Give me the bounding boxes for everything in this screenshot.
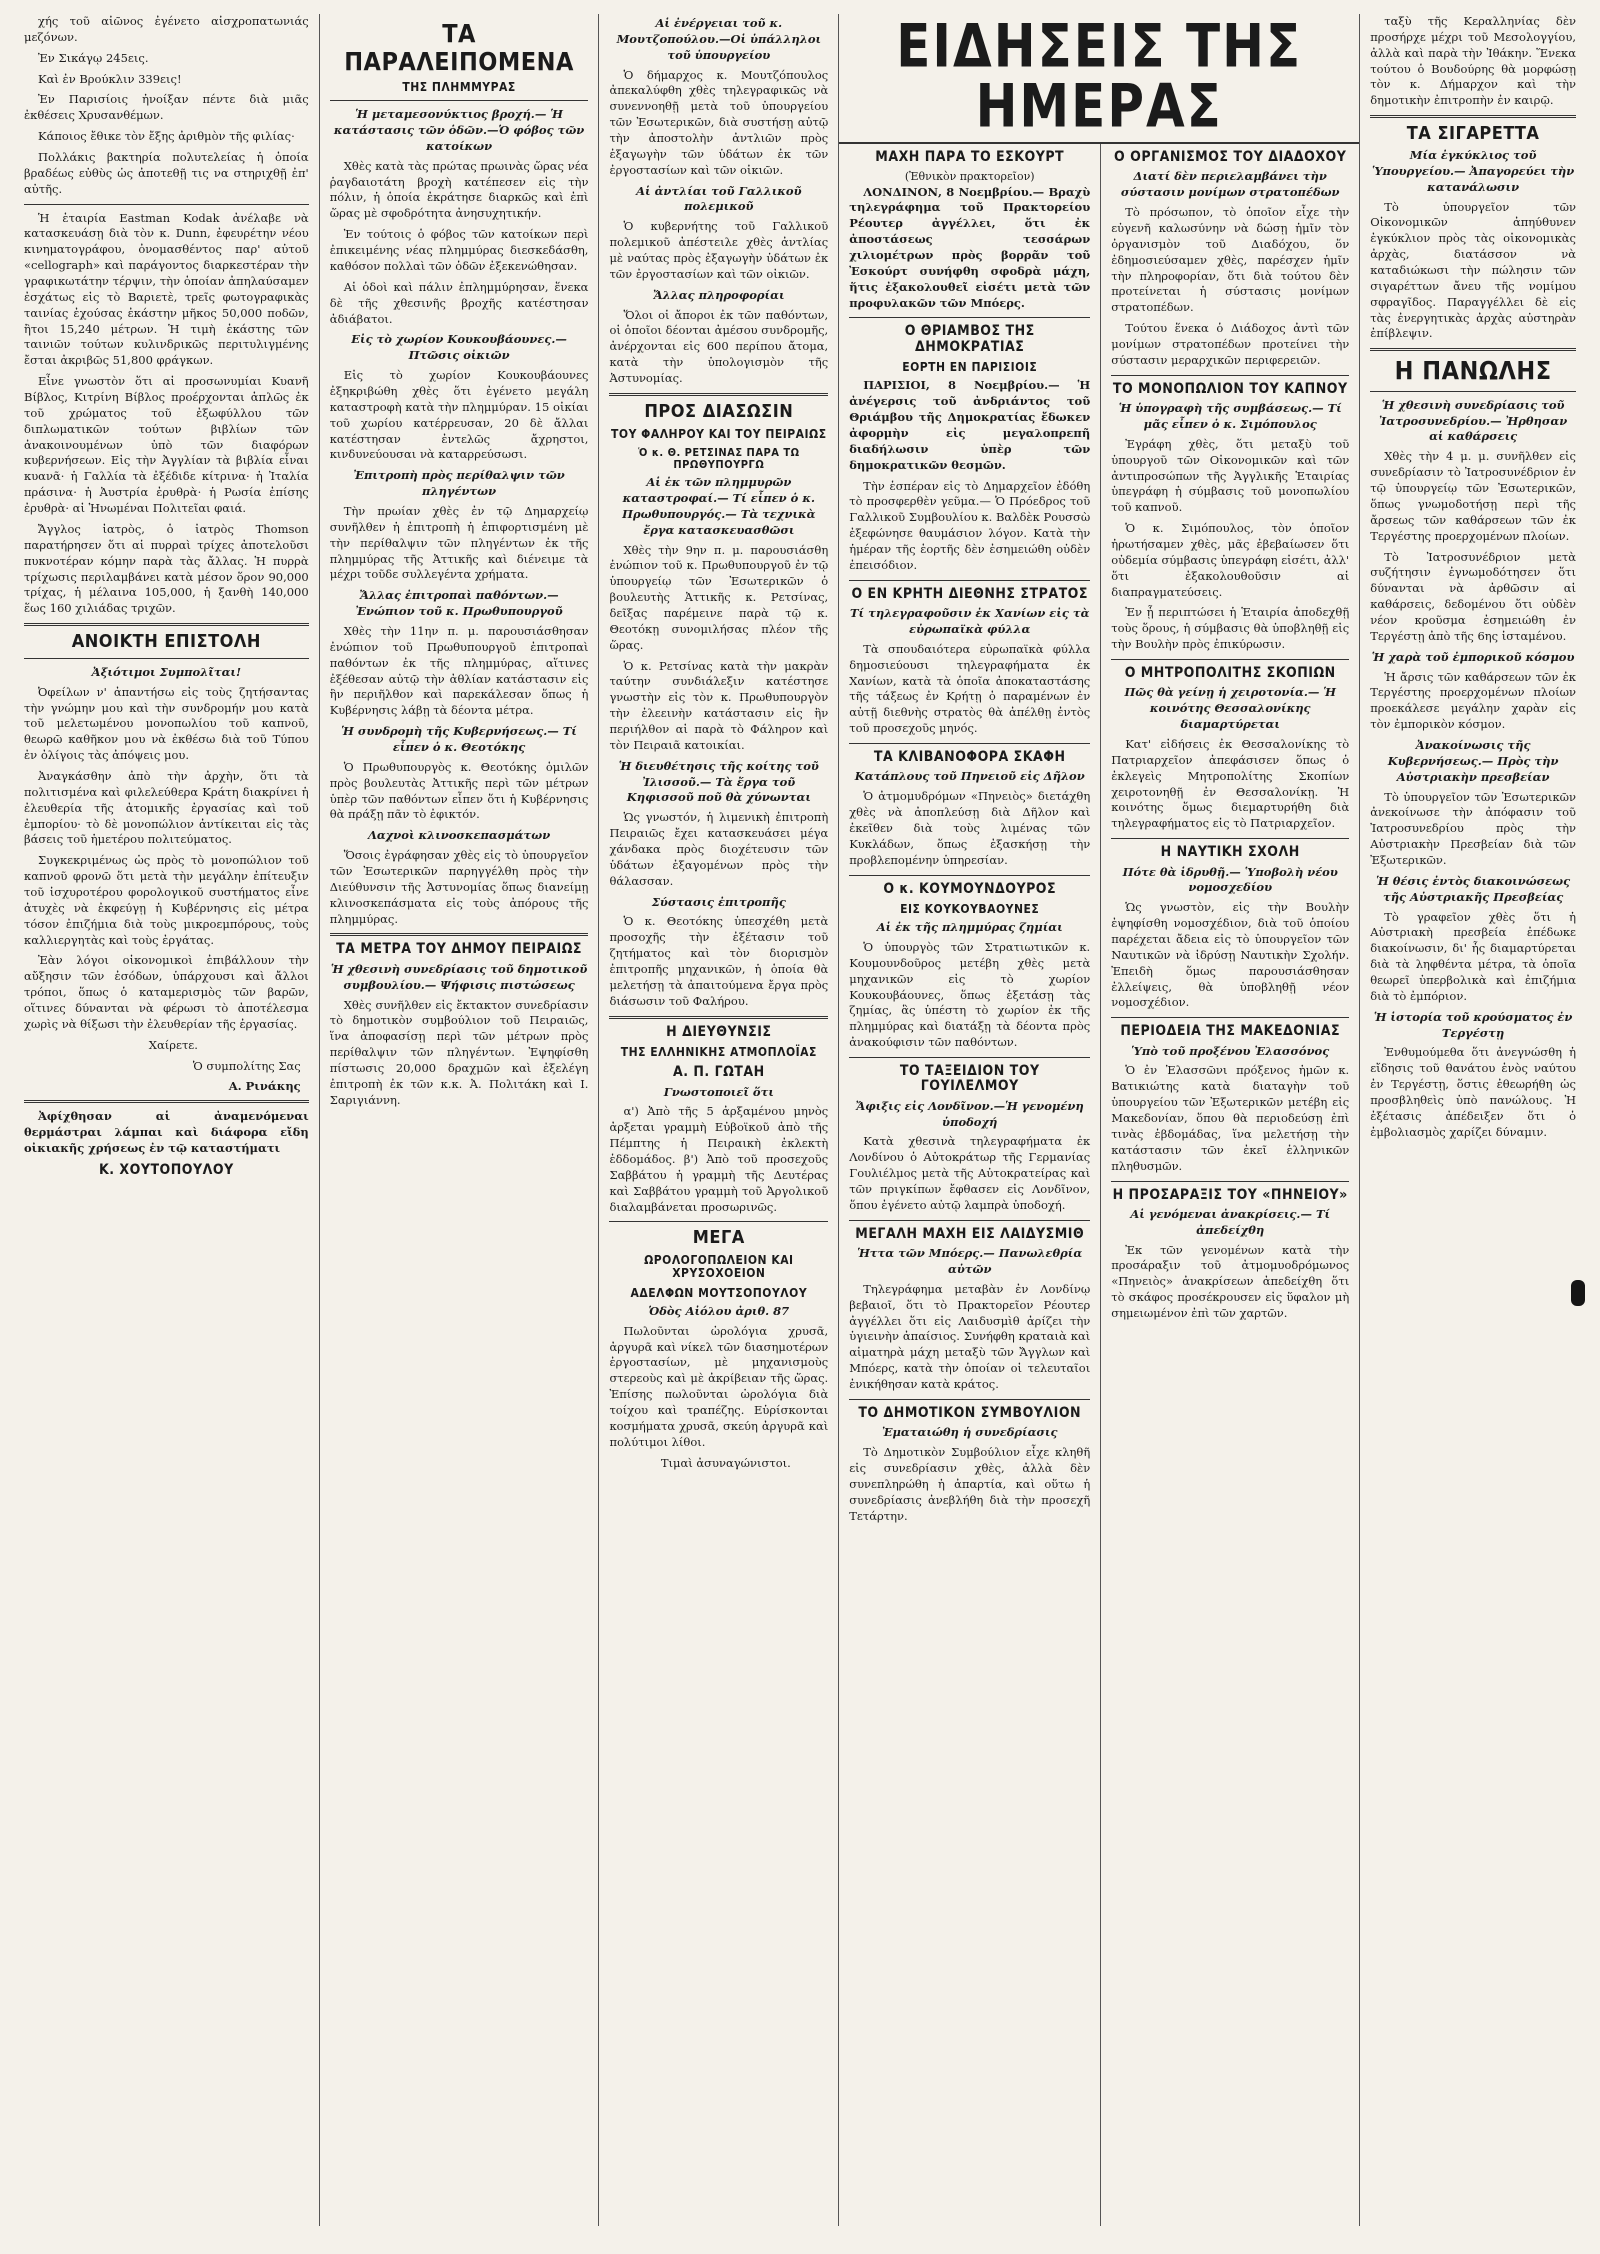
masthead-band <box>839 11 1359 144</box>
subheading: Ἡ χθεσινὴ συνεδρίασις τοῦ Ἰατροσυνεδρίου.— Ἠρθησαν αἱ καθάρσεις <box>1378 397 1568 444</box>
signature: Α. Ρινάκης <box>228 1078 301 1093</box>
subheading: Ἡ συνδρομὴ τῆς Κυβερνήσεως.— Τί εἶπεν ὁ κ. Θεοτόκης <box>341 724 577 754</box>
paragraph: Ἐκ τῶν γενομένων κατὰ τὴν προσάραξιν τοῦ ἀτμομυοδρόμωνος «Πηνειὸς» ἀνακρίσεων ἀπεδείχθη ὅτι τὸ σκάφος προσέκρουσεν εἰς ὕφαλον μὴ σημειωμένον ἐπὶ τῶν χαρτῶν. <box>1111 1242 1350 1321</box>
divider <box>1111 375 1349 376</box>
paragraph: Τούτου ἕνεκα ὁ Διάδοχος ἀντὶ τῶν μονίμων στρατοπέδων προτείνει τὴν σύστασιν μεραρχικῶν περιφερειῶν. <box>1111 321 1350 367</box>
subheading: Αἱ ἐνέργειαι τοῦ κ. Μουτζοπούλου.—Οἱ ὑπάλληλοι τοῦ ὑπουργείου <box>616 16 822 62</box>
paragraph: Ὁ ἀτμομυδρόμων «Πηνειὸς» διετάχθη χθὲς νὰ ἀποπλεύσῃ διὰ Δῆλον καὶ ἐκεῖθεν διὰ τοὺς λιμένας τῶν Κυκλάδων, ὅπως ἐξασκήσῃ τὴν προβλεπομένην ὑπηρεσίαν. <box>849 789 1091 867</box>
paragraph: Ἐν τούτοις ὁ φόβος τῶν κατοίκων περὶ ἐπικειμένης νέας πλημμύρας διεσκεδάσθη, καθόσον πολλαὶ τῶν ὁδῶν ἐξεκενώθησαν. <box>329 227 589 273</box>
paragraph: Ὁ δήμαρχος κ. Μουτζόπουλος ἀπεκαλύφθη χθὲς τηλεγραφικῶς νὰ συνεννοηθῇ μετὰ τοῦ ὑπουργείου τῶν Ἐσωτερικῶν, διὰ συστήσῃ αὐτῷ τὴν ἀποστολὴν ἀντλιῶν πρὸς ἐξαγωγὴν τῶν ὑδάτων ἐκ τῶν ἐργοστασίων καὶ τῶν οἰκιῶν. <box>609 67 829 177</box>
subheading: Αἱ ἐκ τῶν πλημμυρῶν καταστροφαί.— Τί εἶπεν ὁ κ. Πρωθυπουργός.— Τὰ τεχνικὰ ἔργα κατασκευασθῶσι <box>622 475 816 537</box>
subheading: Ἄλλας πληροφορίαι <box>653 287 785 302</box>
article-headline: ΜΑΧΗ ΠΑΡΑ ΤΟ ΕΣΚΟΥΡΤ <box>875 149 1065 165</box>
article-headline: Η ΝΑΥΤΙΚΗ ΣΧΟΛΗ <box>1160 844 1300 861</box>
paragraph: Ἀναγκάσθην ἀπὸ τὴν ἀρχὴν, ὅτι τὰ πολιτισμένα καὶ φιλελεύθερα Κράτη διακρίνει ἡ ἐλευθερία τῆς ἀτομικῆς ἐργασίας καὶ τοῦ ἐμπορίου· τὸ δὲ μονοπώλιον ἀντίκειται εἰς τὰς βάσεις τοῦ ἡμετέρου πολιτεύματος. <box>24 769 309 847</box>
paragraph: Χθὲς τὴν 9ην π. μ. παρουσιάσθη ἐνώπιον τοῦ κ. Πρωθυπουργοῦ ἐν τῷ ὑπουργείῳ τῶν Ἐσωτερικῶν ὁ βουλευτὴς Ἀττικῆς κ. Ρετσίνας, δεῖξας παρέμεινε παρὰ τῷ κ. Θεοτόκῃ συνομιλήσας πλέον τῆς ὥρας. <box>609 542 829 652</box>
subheading: Κατάπλους τοῦ Πηνειοῦ εἰς Δῆλον <box>854 769 1085 784</box>
paragraph: Ἐν Παρισίοις ἠνοίξαν πέντε διὰ μιᾶς ἐκθέσεις Χρυσανθέμων. <box>24 92 309 123</box>
paragraph: Ὁ κ. Θεοτόκης ὑπεσχέθη μετὰ προσοχῆς τὴν ἐξέτασιν τοῦ ζητήματος καὶ τὸν διορισμὸν ἐπιτροπῆς μηχανικῶν, ἡ ὁποία θὰ μελετήσῃ τὰ ἀπαιτούμενα ἔργα πρὸς διάσωσιν τοῦ Φαλήρου. <box>609 914 829 1008</box>
paragraph: Κάποιος ἔθικε τὸν ἔξης ἀριθμὸν τῆς φιλίας· <box>38 129 295 144</box>
divider <box>1111 1017 1349 1018</box>
advertisement-text: α') Ἀπὸ τῆς 5 ἀρξαμένου μηνὸς ἀρξεται γραμμὴ Εὐβοϊκοῦ ἀπὸ τῆς Πέμπτης ἡ Πειραικὴ ἐκλεκτὴ ἑδδομάδος. β') Ἀπὸ τοῦ προσεχοῦς Σαββάτου ἡ γραμμὴ τῆς Δευτέρας καὶ Σαββάτου γραμμὴ τοῦ Ἀργολικοῦ διαλαμβάνεται προσωρινῶς. <box>609 1104 829 1214</box>
subheading: Ἐπιτροπὴ πρὸς περίθαλψιν τῶν πληγέντων <box>353 468 565 499</box>
column-2 <box>320 14 600 2226</box>
divider <box>609 1221 828 1222</box>
paragraph: Τὸ Ἰατροσυνέδριον μετὰ συζήτησιν ἐγνωμοδότησεν ὅτι δύνανται νὰ ἀρθῶσιν αἱ καθάρσεις, δεδομένου ὅτι οὐδὲν νέον κροῦσμα ἐσημειώθη ἐν Τεργέστῃ ἀπὸ τῆς 6ης ἰσταμένου. <box>1370 549 1576 643</box>
subheading: Ἡ θέσις ἐντὸς διακοινώσεως τῆς Αὐστριακῆς Πρεσβείας <box>1376 873 1571 904</box>
article-headline: ΠΡΟΣ ΔΙΑΣΩΣΙΝ <box>644 400 794 422</box>
advertisement-headline-2: ΩΡΟΛΟΓΟΠΩΛΕΙΟΝ ΚΑΙ ΧΡΥΣΟΧΟΕΙΟΝ <box>644 1253 794 1281</box>
article-headline: ΤΑ ΚΛΙΒΑΝΟΦΟΡΑ ΣΚΑΦΗ <box>873 748 1066 765</box>
subheading: Ἄλλας ἐπιτροπαὶ παθόντων.— Ἐνώπιον τοῦ κ. Πρωθυπουργοῦ <box>355 588 563 619</box>
subheading: Αἱ γενόμεναι ἀνακρίσεις.— Τί ἀπεδείχθη <box>1130 1206 1331 1237</box>
paragraph: Τὰ σπουδαιότερα εὐρωπαϊκὰ φύλλα δημοσιεύουσι τηλεγραφήματα ἐκ Χανίων, κατὰ τὰ ὁποῖα ἀποκαταστάσης τῆς τάξεως ἐν Κρήτῃ ὁ παραμένων ἐν αὐτῇ διεθνὴς στρατὸς θὰ ἀπέλθῃ ἐντὸς τοῦ προσεχοῦς μηνός. <box>849 641 1091 736</box>
signature-prefix: Ὁ συμπολίτης Σας <box>192 1058 301 1073</box>
paragraph: Ἄγγλος ἰατρὸς, ὁ ἰατρὸς Thomson παρατήρησεν ὅτι αἱ πυρραὶ τρίχες ἀποτελοῦσι πυκνοτέραν κόμην παρὰ τὰς ἄλλας. Ἡ πυρρὰ τρίχωσις περιλαμβάνει κατὰ μέσον ὅρον 90,000 τρίχας, ἡ μέλαινα 105,000, ἡ ξανθὴ 140,000 ἕως 160 χιλιάδας τριχῶν. <box>24 521 309 616</box>
paragraph: Χθὲς τὴν 11ην π. μ. παρουσιάσθησαν ἐνώπιον τοῦ Πρωθυπουργοῦ ἐπιτροπαὶ παθόντων ἐκ τῆς πλημμύρας, αἵτινες ἐξέθεσαν αὐτῷ τὴν ἀθλίαν κατάστασιν εἰς ἣν περιῆλθον καὶ παρεκάλεσαν ὅπως ἡ Κυβέρνησις λάβῃ τὰ δέοντα μέτρα. <box>329 623 589 718</box>
article-headline: ΤΟ ΔΗΜΟΤΙΚΟΝ ΣΥΜΒΟΥΛΙΟΝ <box>858 1404 1082 1421</box>
paragraph: Ὡς γνωστόν, ἡ λιμενικὴ ἐπιτροπὴ Πειραιῶς ἔχει κατασκευάσει μέγα χάνδακα πρὸς διοχέτευσιν τῶν ὑδάτων ἐξαγομένων πρὸς τὴν θάλασσαν. <box>609 810 829 888</box>
paragraph: Ἡ ἑταιρία Eastman Kodak ἀνέλαβε νὰ κατασκευάσῃ διὰ τὸν κ. Dunn, ἐφευρέτην νέου κινηματογράφου, ὀνομασθέντος παρ' αὐτοῦ «cellograph» καὶ παράγοντος διαρκεστέραν τὴν γραφικωτάτην τέρψιν, τὴν ὁποίαν ἀπηλαύσαμεν ἐσχάτως εἰς τὸ Βαριετὲ, τρεῖς φωτογραφικὰς ταινίας ἐχούσας ἐκάστην μῆκος 50,000 ποδῶν, ἢτοι 15,240 μέτρων. Ἡ τιμὴ ἑκάστης τῶν ταινιῶν τούτων κυλινδρικῶς περιτυλιγμένης ἔσται ἀκριβῶς 51,800 φράγκων. <box>24 210 309 368</box>
subheading: Σύστασις ἐπιτροπῆς <box>651 894 786 909</box>
paragraph: Τὸ γραφεῖον χθὲς ὅτι ἡ Αὐστριακὴ πρεσβεία ἐπέδωκε διακοίνωσιν, δι' ἧς διαμαρτύρεται διὰ τὰ ληφθέντα μέτρα, τὰ ὁποῖα θεωρεῖ ὑπερβολικὰ καὶ ἐπιζήμια διὰ τὸ ἐμπόριον. <box>1370 909 1576 1003</box>
paragraph: Ὅλοι οἱ ἄποροι ἐκ τῶν παθόντων, οἱ ὁποῖοι δέονται ἀμέσου συνδρομῆς, ἀνέρχονται εἰς 600 περίπου ἄτομα, κατὰ τὴν ὑπολογισμὸν τῆς Ἀστυνομίας. <box>609 307 829 386</box>
paragraph: Ἐὰν λόγοι οἰκονομικοὶ ἐπιβάλλουν τὴν αὔξησιν τῶν ἐσόδων, ὑπάρχουσι καὶ ἄλλοι τρόποι, ὅπως ὁ καταμερισμὸς τῶν βαρῶν, οἵτινες δύνανται νὰ φέρωσι τὸ ἀποτέλεσμα χωρὶς νὰ θίξωσι τὴν ἐλευθερίαν τῆς ἐργασίας. <box>24 953 309 1031</box>
paragraph: Τὸ Δημοτικὸν Συμβούλιον εἶχε κληθῆ εἰς συνεδρίασιν χθὲς, ἀλλὰ δὲν συνεπληρώθη ἡ ἀπαρτία, καὶ οὕτω ἡ συνεδρίασις ἀνεβλήθη διὰ τὴν προσεχῆ Τετάρτην. <box>849 1445 1091 1523</box>
subheading: Μία ἐγκύκλιος τοῦ Ὑπουργείου.— Ἀπαγορεύει τὴν κατανάλωσιν <box>1371 147 1575 194</box>
divider <box>24 658 309 659</box>
news-columns <box>839 144 1359 2226</box>
paragraph: Αἱ ὁδοὶ καὶ πάλιν ἐπλημμύρησαν, ἕνεκα δὲ τῆς χθεσινῆς βροχῆς κατέστησαν ἀδιάβατοι. <box>329 279 589 326</box>
column-4 <box>839 144 1101 2226</box>
divider <box>849 1399 1090 1400</box>
paragraph: Τὸ ὑπουργεῖον τῶν Ἐσωτερικῶν ἀνεκοίνωσε τὴν ἀπόφασιν τοῦ Ἰατροσυνεδρίου πρὸς τὴν Αὐστριακὴν Πρεσβείαν διὰ τῶν Ἐξωτερικῶν. <box>1370 789 1576 867</box>
subheading: Εἰς τὸ χωρίον Κουκουβάουνες.—Πτῶσις οἰκιῶν <box>351 332 567 363</box>
paragraph: Ὁ κυβερνήτης τοῦ Γαλλικοῦ πολεμικοῦ ἀπέστειλε χθὲς ἀντλίας μὲ ναύτας πρὸς ἐξαγωγὴν ὑδάτων ἐκ τῶν ἐργοστασίων καὶ τῶν οἰκιῶν. <box>609 219 829 281</box>
subheading: Πῶς θὰ γείνῃ ἡ χειροτονία.— Ἡ κοινότης Θεσσαλονίκης διαμαρτύρεται <box>1124 685 1336 732</box>
article-subtitle: Ὁ κ. Θ. ΡΕΤΣΙΝΑΣ ΠΑΡΑ ΤΩ ΠΡΩΘΥΠΟΥΡΓΩ <box>638 445 800 471</box>
paragraph: Ὅσοις ἐγράφησαν χθὲς εἰς τὸ ὑπουργεῖον τῶν Ἐσωτερικῶν παρηγγέλθη πρὸς τὴν Διεύθυνσιν τῆς Ἀστυνομίας ὅπως διανείμῃ κλινοσκεπάσματα εἰς τοὺς ἀπόρους τῆς πλημμύρας. <box>329 848 589 926</box>
article-headline: ΤΟ ΜΟΝΟΠΩΛΙΟΝ ΤΟΥ ΚΑΠΝΟΥ <box>1112 380 1348 397</box>
news-section <box>839 11 1360 2226</box>
article-headline: Ο ΟΡΓΑΝΙΣΜΟΣ ΤΟΥ ΔΙΑΔΟΧΟΥ <box>1114 149 1347 165</box>
letter-greeting: Ἀξιότιμοι Συμπολῖται! <box>91 664 242 679</box>
subheading: Αἱ ἐκ τῆς πλημμύρας ζημίαι <box>876 920 1063 935</box>
paragraph: Καὶ ἐν Βρούκλιν 339εις! <box>38 71 182 86</box>
article-headline: Ο ΜΗΤΡΟΠΟΛΙΤΗΣ ΣΚΟΠΙΩΝ <box>1124 664 1336 681</box>
advertisement-text: Πωλοῦνται ὡρολόγια χρυσᾶ, ἀργυρᾶ καὶ νίκελ τῶν διασημοτέρων ἐργοστασίων, μὲ μηχανισμοὺς στερεοὺς καὶ μὲ ἀκρίβειαν τῆς ὥρας. Ἐπίσης πωλοῦνται ὡρολόγια διὰ τοίχου καὶ τραπέζης. Εὑρίσκονται κοσμήματα χρυσᾶ, σκεύη ἀργυρᾶ καὶ πολύτιμοι λίθοι. <box>609 1323 829 1449</box>
article-headline: Ο κ. ΚΟΥΜΟΥΝΔΟΥΡΟΣ <box>883 880 1057 897</box>
divider <box>330 100 589 101</box>
paragraph: ΛΟΝΔΙΝΟΝ, 8 Νοεμβρίου.— Βραχὺ τηλεγράφημα τοῦ Πρακτορείου Ρέουτερ ἀγγέλλει, ὅτι ἐκ ἀποστάσεως τεσσάρων χιλιομέτρων πρὸς βορρᾶν τοῦ Ἐσκούρτ συνήφθη σφοδρὰ μάχη, ἥτις ἐξακολουθεῖ εἰσέτι μετὰ τῶν προφυλακῶν τῶν Μπόερς. <box>849 184 1091 310</box>
paragraph: Ἐν Σικάγῳ 245εις. <box>38 50 149 65</box>
paragraph: Ὡς γνωστὸν, εἰς τὴν Βουλὴν ἐψηφίσθη νομοσχέδιον, διὰ τοῦ ὁποίου παρέχεται ἄδεια εἰς τὸ ὑπουργεῖον τῶν Ναυτικῶν νὰ ἱδρύσῃ Ναυτικὴν Σχολήν. Ἐπειδὴ ὅμως παρουσιάσθησαν ἐλλείψεις, θὰ ὑποβληθῇ νέον νομοσχέδιον. <box>1111 900 1350 1010</box>
paragraph: ταξὺ τῆς Κεραλληνίας δὲν προσήρχε μέχρι τοῦ Μεσολογγίου, ἀλλὰ καὶ παρὰ τὴν Ἰθάκην. Ἕνεκα τούτου ὁ Βουδούρης θὰ μορφώσῃ τὸν κ. Δήμαρχον καὶ τὴν δημοτικὴν ἐπιτροπὴν ἐν καιρῷ. <box>1370 14 1576 108</box>
paragraph: Τηλεγράφημα μεταβὰν ἐν Λονδίνῳ βεβαιοῖ, ὅτι τὸ Πρακτορεῖον Ρέουτερ ἀγγέλλει ὅτι εἰς Λαιδυσμὶθ ἀρίζει τὴν ὑγιεινὴν ἀπαίσιος. Συνήφθη κραταιὰ καὶ αἱματηρὰ μάχη μεταξὺ τῶν Ἄγγλων καὶ Μπόερς, κατὰ τὴν ὁποίαν οἱ τελευταῖοι ἐνικήθησαν κατὰ κράτος. <box>849 1281 1091 1392</box>
subheading: Ὑπὸ τοῦ προξένου Ἐλασσόνος <box>1131 1043 1330 1058</box>
paragraph: Εἶνε γνωστὸν ὅτι αἱ προσωνυμίαι Κυανῆ Βίβλος, Κιτρίνη Βίβλος προέρχονται ἁπλῶς ἐκ τοῦ χρώματος τοῦ ἐξωφύλλου τῶν διπλωματικῶν τούτων βιβλίων τῶν ἀνακοινουμένων ὑπὸ τῶν διαφόρων κυβερνήσεων. Εἰς τὴν Ἀγγλίαν τὰ βιβλία εἶναι κυανᾶ· ἡ Γαλλία τὰ ἐξέδιδε κίτρινα· ἡ Ἰταλία πράσινα· ἡ Ἀυστρία ἐρυθρὰ· ἡ Ρωσία ἐπίσης ἐρυθρὰ· αἱ Ἡνωμέναι Πολιτεῖαι φαιά. <box>24 374 309 516</box>
paragraph: Τὸ πρόσωπον, τὸ ὁποῖον εἶχε τὴν εὐγενῆ καλωσύνην νὰ δώσῃ ἡμῖν τὸν ὀργανισμὸν τοῦ Διαδόχου, ὅν ἐδημοσιεύσαμεν χθὲς, παρέσχεν ἡμῖν τὴν πληροφορίαν, ὅτι διὰ τούτου δὲν προτείνεται ἡ σύστασις μονίμων στρατοπέδων. <box>1111 205 1350 315</box>
subheading: Ἐματαιώθη ἡ συνεδρίασις <box>881 1425 1058 1440</box>
paragraph: Εἰς τὸ χωρίον Κουκουβάουνες ἐξηκριβώθη χθὲς ὅτι ἐγένετο μεγάλη καταστροφὴ κατὰ τὴν πλημμύραν. 15 οἰκίαι τοῦ χωρίου κατέρρευσαν, 20 δὲ ἄλλαι κατέστησαν ἐντελῶς ἄχρηστοι, κινδυνεύουσαι νὰ καταρρεύσωσι. <box>329 368 589 462</box>
divider <box>1111 838 1349 839</box>
article-headline: ΠΕΡΙΟΔΕΙΑ ΤΗΣ ΜΑΚΕΔΟΝΙΑΣ <box>1120 1023 1341 1040</box>
paragraph: Ὀφείλων ν' ἀπαντήσω εἰς τοὺς ζητήσαντας τὴν γνώμην μου καὶ τὴν συνδρομήν μου κατὰ τοῦ μελετωμένου μονοπωλίου τοῦ καπνοῦ, θεωρῶ καθῆκον μου νὰ ἐκθέσω διὰ τοῦ Τύπου ἐν ὀλίγοις τὰς ἀπόψεις μου. <box>24 684 309 763</box>
divider <box>609 393 828 396</box>
divider <box>609 1016 828 1019</box>
divider <box>849 1057 1090 1058</box>
article-headline: ΑΝΟΙΚΤΗ ΕΠΙΣΤΟΛΗ <box>71 631 261 653</box>
advertisement-footer: Τιμαὶ ἀσυναγώνιστοι. <box>660 1455 791 1470</box>
paragraph: Συγκεκριμένως ὡς πρὸς τὸ μονοπώλιον τοῦ καπνοῦ φρονῶ ὅτι μετὰ τὴν μεγάλην ἐπίτευξιν τοῦ ἰσχυροτέρου φορολογικοῦ συστήματος εἶνε ἀτυχὲς νὰ ἐκφεύγῃ ἡ Κυβέρνησις εἰς μέτρα τόσον ἐπιζήμια διὰ τοὺς μικροεμπόρους, τοὺς καλλιεργητὰς καὶ τοὺς ἐργάτας. <box>24 853 309 947</box>
article-headline: Ο ΕΝ ΚΡΗΤΗ ΔΙΕΘΝΗΣ ΣΤΡΑΤΟΣ <box>851 585 1088 602</box>
subheading: Ἀνακοίνωσις τῆς Κυβερνήσεως.— Πρὸς τὴν Αὐστριακὴν πρεσβείαν <box>1387 737 1559 784</box>
subheading: Τί τηλεγραφοῦσιν ἐκ Χανίων εἰς τὰ εὐρωπαϊκὰ φύλλα <box>849 606 1090 636</box>
article-headline-2: ΕΟΡΤΗ ΕΝ ΠΑΡΙΣΙΟΙΣ <box>902 360 1038 375</box>
paragraph: Ἡ ἄρσις τῶν καθάρσεων τῶν ἐκ Τεργέστης προερχομένων πλοίων προεκάλεσε μεγάλην χαρὰν εἰς τὸν ἐμπορικὸν κόσμον. <box>1370 669 1576 732</box>
subheading: Ἡττα τῶν Μπόερς.— Πανωλεθρία αὐτῶν <box>857 1246 1083 1277</box>
paragraph: Τὸ ὑπουργεῖον τῶν Οἰκονομικῶν ἀπηύθυνεν ἐγκύκλιον πρὸς τὰς οἰκονομικὰς ἀρχὰς, διατάσσον νὰ καταδιώκωσι τὴν πώλησιν τῶν σιγαρέττων ἄνευ τῆς νομίμου σφραγῖδος. Παραγγέλλει δὲ εἰς τὰς ἐνεργητικὰς ἀρχὰς αὐστηρὰν ἐπίβλεψιν. <box>1370 199 1576 341</box>
subheading: Ἡ μεταμεσονύκτιος βροχή.— Ἡ κατάστασις τῶν ὁδῶν.—Ὁ φόβος τῶν κατοίκων <box>333 107 585 153</box>
article-headline: ΜΕΓΑΛΗ ΜΑΧΗ ΕΙΣ ΛΑΙΔΥΣΜΙΘ <box>855 1225 1085 1242</box>
divider <box>849 743 1090 744</box>
paragraph: Ὁ κ. Ρετσίνας κατὰ τὴν μακρὰν ταύτην συνδιάλεξιν κατέστησε γνωστὴν εἰς τὸν κ. Πρωθυπουργὸν τὴν ἐλεεινὴν κατάστασιν εἰς ἣν περιήλθον αἱ παρὰ τὸ Φάληρον καὶ τὸν Πειραιᾶ κατοικίαι. <box>609 658 829 752</box>
paragraph: Χαίρετε. <box>148 1037 198 1052</box>
article-headline: ΤΑ ΣΙΓΑΡΕΤΤΑ <box>1406 123 1540 145</box>
divider <box>1370 348 1576 351</box>
paragraph: Ὁ ἐν Ἐλασσῶνι πρόξενος ἡμῶν κ. Βατικιώτης κατὰ διαταγὴν τοῦ ὑπουργείου τῶν Ἐξωτερικῶν μετέβη εἰς Μακεδονίαν, ὅπου θὰ περιοδεύσῃ ἐπὶ τινὰς ἑβδομάδας, ἵνα μελετήσῃ τὴν κατάστασιν τῶν ἐκεῖ ἑλληνικῶν πληθυσμῶν. <box>1111 1063 1350 1173</box>
advertisement-headline: ΜΕΓΑ <box>692 1227 745 1249</box>
subheading: Ἡ χθεσινὴ συνεδρίασις τοῦ δημοτικοῦ συμβουλίου.— Ψήφισις πιστώσεως <box>330 961 588 992</box>
subheading: Ἡ ἱστορία τοῦ κρούσματος ἐν Τεργέστῃ <box>1373 1009 1573 1040</box>
subheading: Διατί δὲν περιελαμβάνει τὴν σύστασιν μονίμων στρατοπέδων <box>1120 169 1340 200</box>
article-headline: Η ΠΑΝΩΛΗΣ <box>1394 356 1552 386</box>
column-6 <box>1360 14 1586 2226</box>
paragraph: Ὁ ὑπουργὸς τῶν Στρατιωτικῶν κ. Κουμουνδοῦρος μετέβη χθὲς μετὰ μηχανικῶν εἰς τὸ χωρίον Κουκουβάουνες, ὅπως ἐξετάσῃ τὰς ζημίας, ἃς ὑπέστη τὸ χωρίον ἐκ τῆς πλημμύρας καὶ διατάξῃ τὰ δέοντα πρὸς ἀνακούφισιν τῶν παθόντων. <box>849 939 1091 1050</box>
article-headline-2: ΤΗΣ ΠΛΗΜΜΥΡΑΣ <box>402 80 516 94</box>
divider <box>1370 115 1576 118</box>
paragraph: Ἐγράφη χθὲς, ὅτι μεταξὺ τοῦ ὑπουργοῦ τῶν Οἰκονομικῶν καὶ τῶν ἀντιπροσώπων τῆς Ἀγγλικῆς Ἑταιρίας ὑπεγράφη ἡ σύμβασις τοῦ μονοπωλίου τοῦ καπνοῦ. <box>1111 436 1350 515</box>
paragraph: χής τοῦ αἰῶνος ἐγένετο αἰσχροπατωνιάς μεζόνων. <box>24 14 309 44</box>
masthead-title: ΕΙΔΗΣΕΙΣ ΤΗΣ ΗΜΕΡΑΣ <box>896 11 1303 141</box>
paragraph: Ὁ κ. Σιμόπουλος, τὸν ὁποῖον ἠρωτήσαμεν χθὲς, μᾶς ἐβεβαίωσεν ὅτι οὐδεμία σύμβασις ὑπεγράφη εἰσέτι, ἀλλ' ὅτι ἐξακολουθοῦσιν αἱ διαπραγματεύσεις. <box>1111 521 1350 599</box>
article-headline-2: ΕΙΣ ΚΟΥΚΟΥΒΑΟΥΝΕΣ <box>900 901 1040 916</box>
subheading: Αἱ ἀντλίαι τοῦ Γαλλικοῦ πολεμικοῦ <box>636 183 802 214</box>
article-headline: Η ΠΡΟΣΑΡΑΞΙΣ ΤΟΥ «ΠΗΝΕΙΟΥ» <box>1112 1186 1348 1203</box>
article-headline: ΤΑ ΜΕΤΡΑ ΤΟΥ ΔΗΜΟΥ ΠΕΙΡΑΙΩΣ <box>336 941 583 958</box>
column-3 <box>599 14 839 2226</box>
article-headline: ΤΑ ΠΑΡΑΛΕΙΠΟΜΕΝΑ <box>344 19 574 76</box>
paragraph: Τὴν ἑσπέραν εἰς τὸ Δημαρχεῖον ἐδόθη τὸ προσφερθὲν γεῦμα.— Ὁ Πρόεδρος τοῦ Γαλλικοῦ Συμβουλίου κ. Βαλδὲκ Ρουσσὼ ἐξεφώνησε θαυμάσιον λόγον. Κατὰ τὴν ἡμέραν τῆς ἑορτῆς δὲν ἐσημειώθη οὐδὲν ἐπεισόδιον. <box>849 478 1091 572</box>
divider <box>24 204 309 205</box>
subheading: Λαχνοὶ κλινοσκεπασμάτων <box>367 828 551 843</box>
advertisement-name: Κ. ΧΟΥΤΟΠΟΥΛΟΥ <box>99 1161 234 1178</box>
article-headline: ΤΟ ΤΑΞΕΙΔΙΟΝ ΤΟΥ ΓΟΥΙΛΕΛΜΟΥ <box>899 1062 1040 1095</box>
advertisement-headline-3: ΑΔΕΛΦΩΝ ΜΟΥΤΣΟΠΟΥΛΟΥ <box>630 1285 808 1300</box>
advertisement-subtitle: Γνωστοποιεῖ ὅτι <box>663 1084 774 1099</box>
subheading: Ἄφιξις εἰς Λονδῖνον.—Ἡ γενομένη ὑποδοχή <box>855 1098 1084 1129</box>
subheading: Ἡ χαρὰ τοῦ ἐμπορικοῦ κόσμου <box>1371 649 1575 664</box>
paragraph: Πολλάκις βακτηρία πολυτελείας ἡ ὁποία βραδέως εὐθὺς ὡς ἀποτεθῇ τις να στηριχθῇ ἐπ' αὐτῆς. <box>24 150 309 196</box>
advertisement-name: Α. Π. ΓΩΤΑΗ <box>672 1064 765 1081</box>
advertisement-text: Ἀφίχθησαν αἱ ἀναμενόμεναι θερμάστραι λάμπαι καὶ διάφορα εἴδη οἰκιακῆς χρήσεως ἐν τῷ καταστήματι <box>24 1109 309 1156</box>
paragraph: ΠΑΡΙΣΙΟΙ, 8 Νοεμβρίου.— Ἡ ἀνέγερσις τοῦ ἀνδριάντος τοῦ Θριάμβου τῆς Δημοκρατίας ἔδωκεν ἀφορμὴν εἰς μεγαλοπρεπῆ διαδήλωσιν ὑπὲρ τῶν δημοκρατικῶν θεσμῶν. <box>849 378 1091 472</box>
paragraph: Χθὲς κατὰ τὰς πρώτας πρωινὰς ὥρας νέα ῥαγδαιοτάτη βροχὴ κατέπεσεν εἰς τὴν πόλιν, ἡ ὁποία ἐκράτησε διαρκῶς καὶ ἐπὶ ὥρας μὲ σφοδρότητα ἀνησυχητικήν. <box>329 158 589 221</box>
divider <box>330 933 589 936</box>
paragraph: Κατὰ χθεσινὰ τηλεγραφήματα ἐκ Λονδίνου ὁ Αὐτοκράτωρ τῆς Γερμανίας Γουλιέλμος μετὰ τῆς Αὐτοκρατείρας καὶ τῶν πριγκίπων ἔφθασεν εἰς Λονδῖνον, ὅπου ἐγένετο αὐτῷ λαμπρὰ ὑποδοχή. <box>849 1134 1091 1212</box>
column-5 <box>1101 144 1359 2226</box>
divider <box>849 317 1090 318</box>
newspaper-page <box>14 11 1586 2226</box>
paragraph: Κατ' εἰδήσεις ἐκ Θεσσαλονίκης τὸ Πατριαρχεῖον ἀπεφάσισεν ὅπως ὁ ἐκλεγεὶς Μητροπολίτης Σκοπίων χειροτονηθῇ ἐν Θεσσαλονίκῃ. Ἡ κοινότης ὅμως διεμαρτυρήθη διὰ τηλεγραφήματος εἰς τὸ Πατριαρχεῖον. <box>1111 736 1350 831</box>
paragraph: Ἐνθυμούμεθα ὅτι ἀνεγνώσθη ἡ εἴδησις τοῦ θανάτου ἑνὸς ναύτου ἐν Τεργέστῃ, ὅστις ἐθεωρήθη ὡς προσβληθεὶς ὑπὸ πανώλους. Ἡ ἐξέτασις ἀπέδειξεν ὅτι ὁ ἐμβολιασμὸς χαρίζει δύναμιν. <box>1370 1045 1576 1139</box>
subheading: Ἡ ὑπογραφὴ τῆς συμβάσεως.— Τί μᾶς εἶπεν ὁ κ. Σιμόπουλος <box>1118 401 1342 431</box>
subheading: Ἡ διευθέτησις τῆς κοίτης τοῦ Ἰλισσοῦ.— Τὰ ἔργα τοῦ Κηφισσοῦ ποῦ θὰ χύνωνται <box>618 758 819 805</box>
article-source: (Ἐθνικὸν πρακτορεῖον) <box>904 170 1035 184</box>
divider <box>849 875 1090 876</box>
advertisement-headline: Η ΔΙΕΥΘΥΝΣΙΣ <box>666 1023 772 1040</box>
divider <box>1370 391 1576 392</box>
article-headline: Ο ΘΡΙΑΜΒΟΣ ΤΗΣ ΔΗΜΟΚΡΑΤΙΑΣ <box>904 323 1035 355</box>
advertisement-address: Ὁδὸς Αἰόλου ἀριθ. 87 <box>648 1303 790 1318</box>
paragraph: Τὴν πρωίαν χθὲς ἐν τῷ Δημαρχείῳ συνῆλθεν ἡ ἐπιτροπὴ ἡ ἐπιφορτισμένη μὲ τὴν περίθαλψιν τῶν πληγέντων ἐκ τῆς πλημμύρας τῆς Ἀττικῆς καὶ διένειμε τὰ μέχρι τοῦδε συλλεγέντα χρήματα. <box>329 503 589 582</box>
paragraph: Ἐν ᾗ περιπτώσει ἡ Ἑταιρία ἀποδεχθῇ τοὺς ὅρους, ἡ σύμβασις θὰ ὑποβληθῇ εἰς τὴν Βουλὴν πρὸς ἐπικύρωσιν. <box>1111 605 1350 652</box>
divider <box>1111 659 1349 660</box>
divider <box>24 623 309 626</box>
binding-mark <box>1571 1280 1585 1306</box>
divider <box>849 1220 1090 1221</box>
paragraph: Χθὲς συνῆλθεν εἰς ἔκτακτον συνεδρίασιν τὸ δημοτικὸν συμβούλιον τοῦ Πειραιῶς, ἵνα ἀποφασίσῃ περὶ τῶν μέτρων πρὸς περίθαλψιν τῶν πληγέντων. Ἐψηφίσθη πίστωσις 20,000 δραχμῶν καὶ ἐξελέγη ἐπιτροπὴ ἐκ τῶν κ.κ. Ἀ. Πολιτάκη καὶ Ι. Σαριγιάννη. <box>329 997 589 1107</box>
divider <box>24 1100 309 1103</box>
paragraph: Ὁ Πρωθυπουργὸς κ. Θεοτόκης ὁμιλῶν πρὸς βουλευτὰς Ἀττικῆς περὶ τῶν μέτρων ὑπὲρ τῶν παθόντων εἶπεν ὅτι ἡ Κυβέρνησις θὰ πράξῃ πᾶν τὸ ἐφικτόν. <box>329 759 589 822</box>
subheading: Πότε θὰ ἱδρυθῇ.— Ὑποβολὴ νέου νομοσχεδίου <box>1122 864 1338 895</box>
article-headline-2: ΤΟΥ ΦΑΛΗΡΟΥ ΚΑΙ ΤΟΥ ΠΕΙΡΑΙΩΣ <box>611 426 827 441</box>
paragraph: Χθὲς τὴν 4 μ. μ. συνῆλθεν εἰς συνεδρίασιν τὸ Ἰατροσυνέδριον ἐν τῷ ὑπουργείῳ τῶν Ἐσωτερικῶν, ὅπως γνωμοδοτήσῃ περὶ τῆς ἄρσεως τῶν καθάρσεων τῶν ἐκ Τεργέστης προερχομένων πλοίων. <box>1370 449 1576 543</box>
column-1 <box>14 14 320 2226</box>
divider <box>1111 1181 1349 1182</box>
advertisement-headline-2: ΤΗΣ ΕΛΛΗΝΙΚΗΣ ΑΤΜΟΠΛΟΪΑΣ <box>620 1044 817 1059</box>
divider <box>849 580 1090 581</box>
